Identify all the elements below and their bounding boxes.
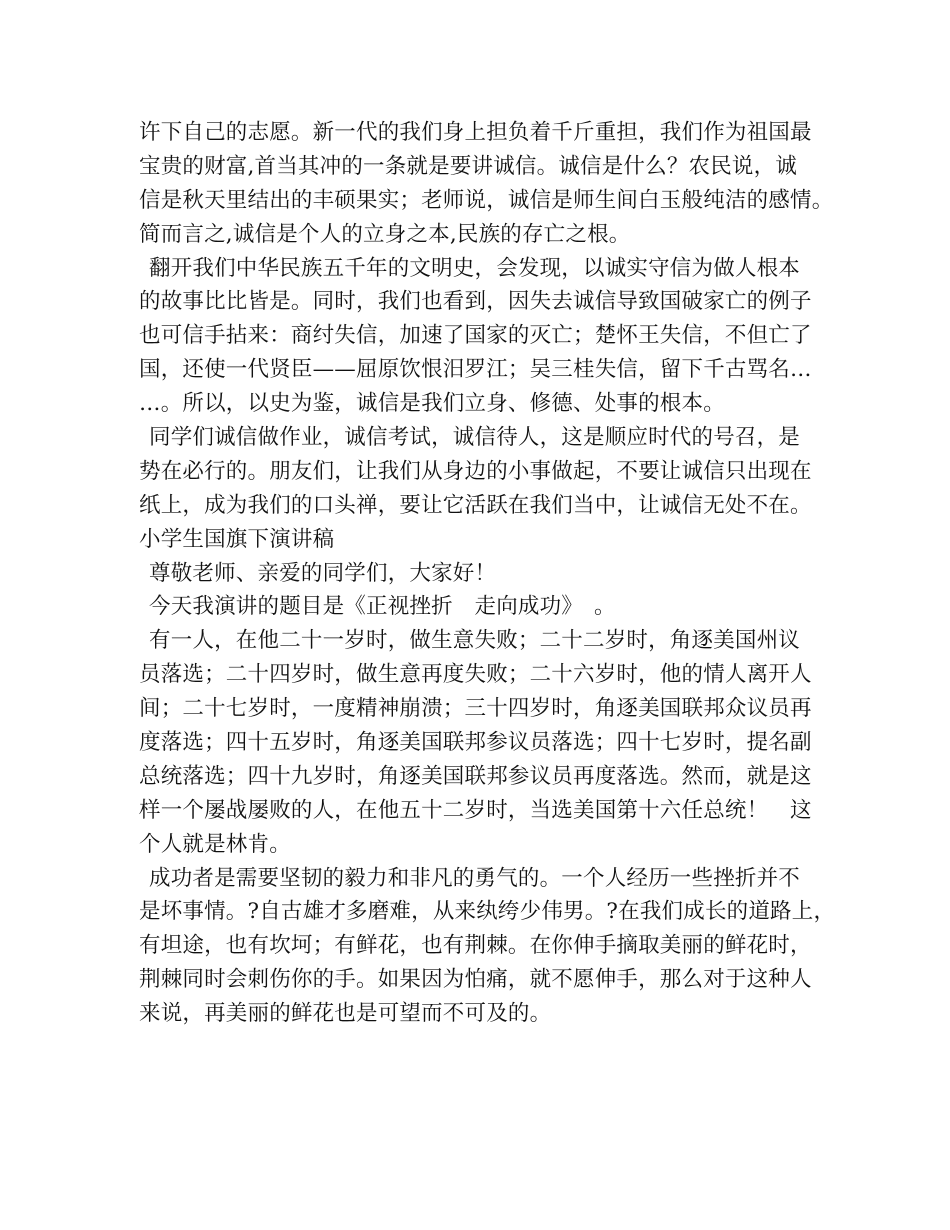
text-line: 纸上，成为我们的口头禅，要让它活跃在我们当中，让诚信无处不在。 [139,492,812,518]
text-line: 来说，再美丽的鲜花也是可望而不可及的。 [139,1001,552,1027]
text-line: 是坏事情。?自古雄才多磨难，从来纨绔少伟男。?在我们成长的道路上， [139,899,836,925]
text-line: …。所以，以史为鉴，诚信是我们立身、修德、处事的根本。 [139,391,725,417]
text-line: 许下自己的志愿。新一代的我们身上担负着千斤重担，我们作为祖国最 [139,120,812,145]
text-line: 宝贵的财富,首当其冲的一条就是要讲诚信。诚信是什么？农民说，诚 [139,153,798,179]
text-line: 信是秋天里结出的丰硕果实；老师说，诚信是师生间白玉般纯洁的感情。 [139,187,834,213]
text-line: 简而言之,诚信是个人的立身之本,民族的存亡之根。 [139,221,631,247]
paragraph-start-line: 成功者是需要坚韧的毅力和非凡的勇气的。一个人经历一些挫折并不 [149,865,801,891]
text-line: 的故事比比皆是。同时，我们也看到，因失去诚信导致国破家亡的例子 [139,289,812,315]
paragraph-start-line: 翻开我们中华民族五千年的文明史，会发现，以诚实守信为做人根本 [149,255,801,281]
text-line: 员落选；二十四岁时，做生意再度失败；二十六岁时，他的情人离开人 [139,662,812,688]
text-line: 荆棘同时会刺伤你的手。如果因为怕痛，就不愿伸手，那么对于这种人 [139,967,812,993]
text-line: 也可信手拈来：商纣失信，加速了国家的灭亡；楚怀王失信，不但亡了 [139,323,812,349]
greeting-line: 尊敬老师、亲爱的同学们，大家好！ [149,560,497,586]
text-line: 度落选；四十五岁时，角逐美国联邦参议员落选；四十七岁时，提名副 [139,730,812,756]
text-line: 总统落选；四十九岁时，角逐美国联邦参议员再度落选。然而，就是这 [139,763,812,789]
document-body [139,116,839,1031]
text-line: 国，还使一代贤臣——屈原饮恨汨罗江；吴三桂失信，留下千古骂名… [139,357,812,383]
paragraph-start-line: 有一人，在他二十一岁时，做生意失败；二十二岁时，角逐美国州议 [149,628,801,654]
text-line: 样一个屡战屡败的人，在他五十二岁时，当选美国第十六任总统！ 这 [139,797,812,823]
section-title: 小学生国旗下演讲稿 [139,526,335,552]
text-line: 个人就是林肯。 [139,831,291,857]
text-line: 势在必行的。朋友们，让我们从身边的小事做起，不要让诚信只出现在 [139,458,812,484]
text-line: 间；二十七岁时，一度精神崩溃；三十四岁时，角逐美国联邦众议员再 [139,696,812,722]
paragraph-start-line: 同学们诚信做作业，诚信考试，诚信待人，这是顺应时代的号召，是 [149,425,801,451]
text-line: 有坦途，也有坎坷；有鲜花，也有荆棘。在你伸手摘取美丽的鲜花时， [139,933,812,959]
speech-topic-line: 今天我演讲的题目是《正视挫折 走向成功》 。 [149,594,616,620]
